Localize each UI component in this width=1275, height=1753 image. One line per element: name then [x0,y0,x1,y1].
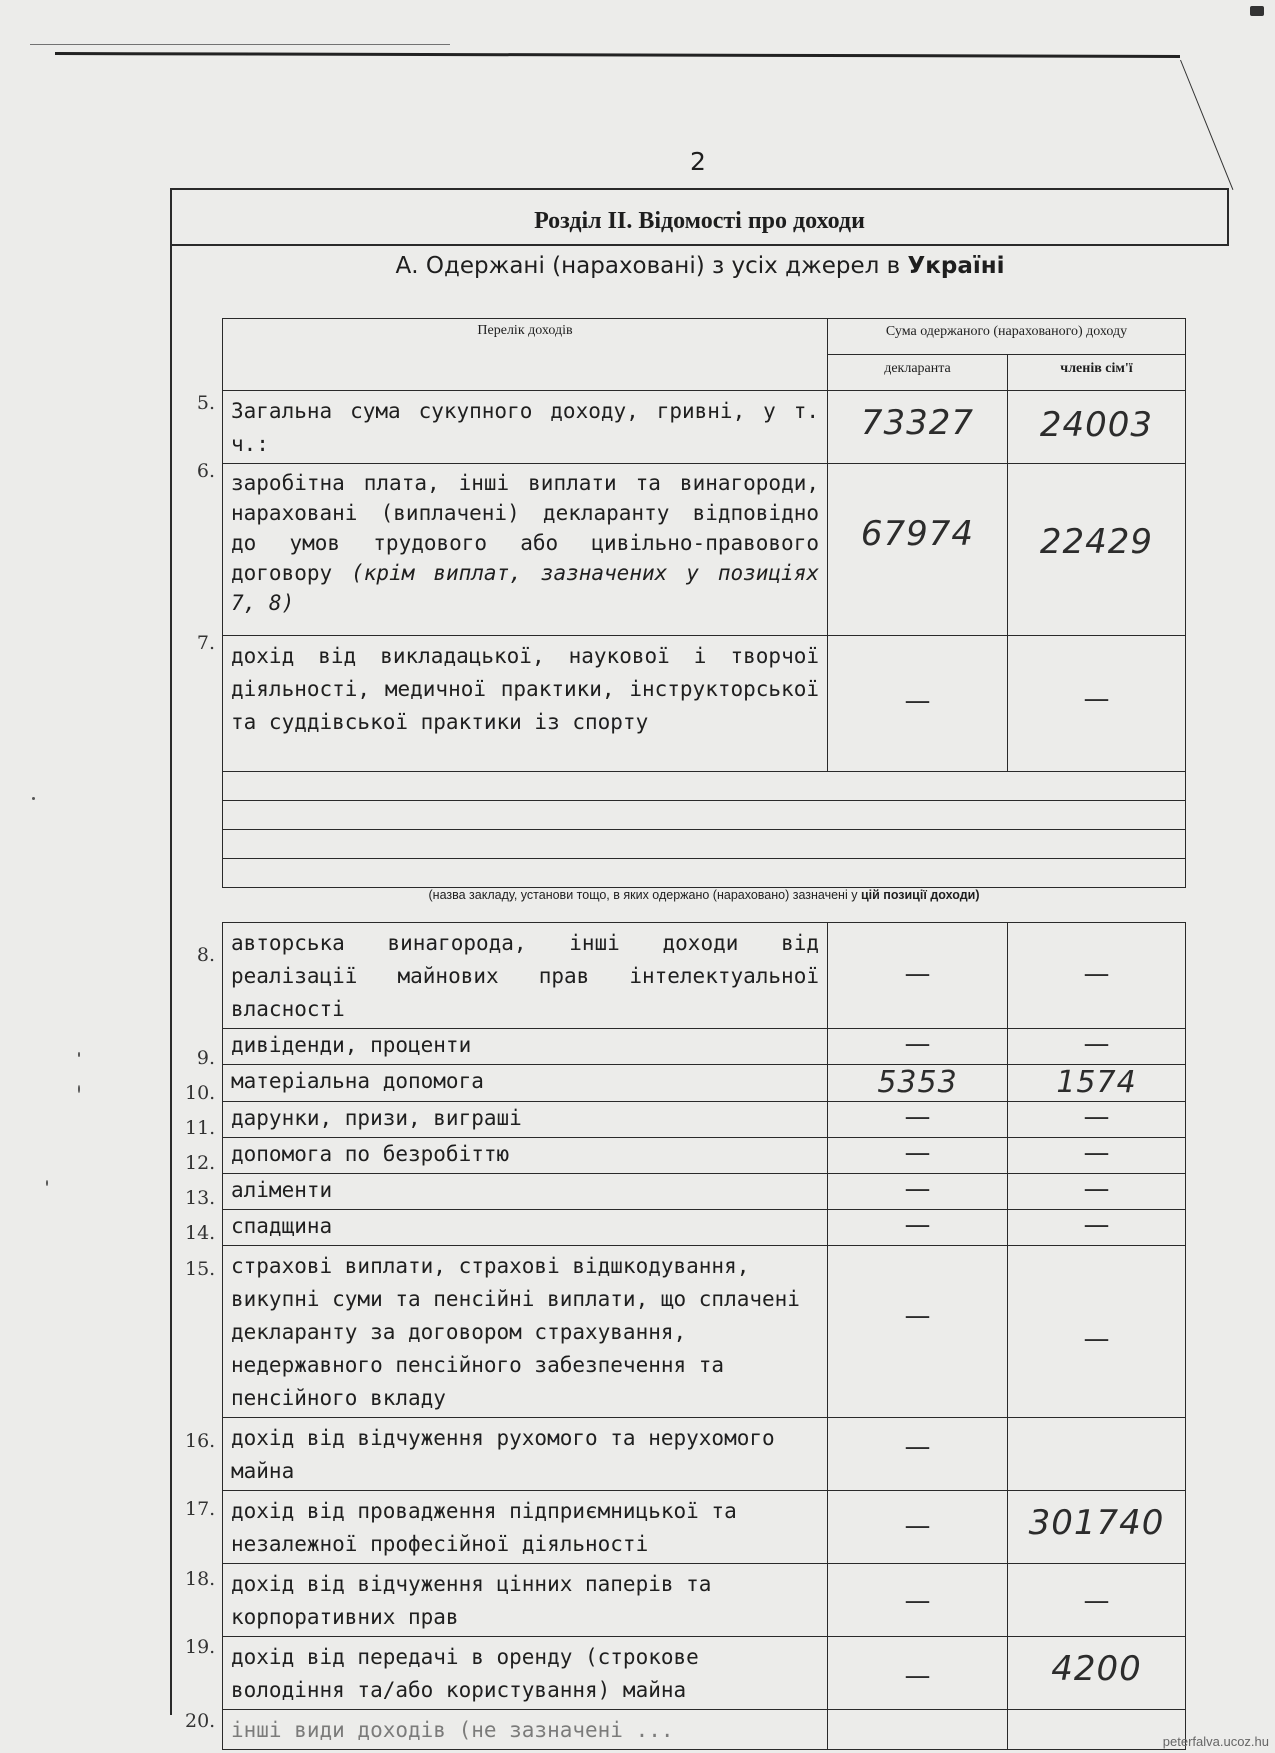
family-amount: — [1083,1174,1110,1204]
row-label: матеріальна допомога [231,1069,484,1093]
row-label: Загальна сума сукупного доходу, гривні, у т. ч.: [231,399,819,456]
family-amount: 301740 [1028,1503,1165,1543]
row-label-text: заробітна плата, інші виплати та винагороди, нараховані (виплачені) декларанту відповідно до умов трудового або цивільно-правового договору [231,471,819,585]
subsection-title-bold: Україні [907,253,1005,279]
row-label: дарунки, призи, виграші [231,1106,522,1130]
row-number: 9. [196,1047,215,1069]
scan-corner-fold [1180,60,1233,190]
row-number: 5. [196,392,215,414]
declarant-amount: — [904,1511,931,1541]
page-number: 2 [690,147,706,176]
row-number: 11. [185,1117,216,1139]
table-row [223,464,1186,636]
declarant-amount: — [904,1102,931,1132]
family-amount: — [1083,1102,1110,1132]
table-row [223,1637,1186,1710]
table-outer-border [170,240,172,1715]
table-row [223,1138,1186,1174]
section-header-box [170,188,1229,246]
scan-edge-line [55,52,1180,58]
institution-caption-text: (назва закладу, установи тощо, в яких одержано (нараховано) зазначені у [428,888,858,902]
column-header-list [223,319,828,391]
declarant-amount: — [904,1210,931,1240]
scan-speck [78,1052,80,1057]
declarant-amount: — [904,1586,931,1616]
table-row [223,636,1186,772]
declarant-amount: — [904,686,931,716]
row-number: 20. [185,1710,216,1732]
family-amount: 4200 [1051,1649,1142,1689]
column-header-family-text: членів сім'ї [1060,361,1133,376]
subsection-title [170,253,1230,279]
table-row [223,1246,1186,1418]
declarant-amount: 73327 [860,403,975,443]
column-header-list-text: Перелік доходів [477,323,573,338]
institution-line [223,801,1186,830]
row-number: 13. [185,1187,216,1209]
table-row [223,1102,1186,1138]
family-amount: — [1083,1210,1110,1240]
declarant-amount: — [904,1174,931,1204]
family-amount: 24003 [1039,405,1154,445]
table-row [223,1029,1186,1065]
row-number: 10. [185,1082,216,1104]
declarant-amount: — [904,1138,931,1168]
table-row [223,1710,1186,1750]
row-label: спадщина [231,1214,333,1238]
family-amount: — [1083,1029,1110,1059]
column-header-family [1008,355,1186,391]
table-row [223,1491,1186,1564]
family-amount: 1574 [1056,1065,1137,1100]
institution-line [223,859,1186,888]
family-amount: — [1083,1324,1110,1354]
row-number: 18. [185,1568,216,1590]
declarant-amount: — [904,959,931,989]
row-label [223,464,827,620]
scan-speck [46,1180,48,1186]
row-number: 17. [185,1498,216,1520]
column-header-declarant [828,355,1008,391]
table-row [223,1418,1186,1491]
column-header-declarant-text: декларанта [884,361,951,376]
column-header-amount [828,319,1186,355]
row-label: страхові виплати, страхові відшкодування, викупні суми та пенсійні виплати, що сплачені декларанту за договором страхування, недержавного пенсійного забезпечення та пенсійного вкладу [231,1254,800,1410]
institution-line [223,772,1186,801]
row-number: 8. [196,944,215,966]
row-number: 15. [185,1258,216,1280]
family-amount: — [1083,1586,1110,1616]
declarant-amount: — [904,1301,931,1331]
family-amount: 22429 [1039,522,1154,562]
income-table [222,318,1186,1750]
row-number: 6. [196,460,215,482]
family-amount: — [1083,959,1110,989]
watermark: peterfalva.ucoz.hu [1162,1734,1269,1749]
scan-speck [32,797,35,800]
institution-caption-bold: цій позиції доходи) [860,888,980,902]
family-amount: — [1083,1138,1110,1168]
row-label: дохід від відчуження рухомого та нерухомого майна [231,1426,775,1483]
row-label: авторська винагорода, інші доходи від реалізації майнових прав інтелектуальної власності [231,931,819,1021]
row-label-note: (крім виплат, зазначених у позиціях 7, 8) [231,561,819,615]
table-row [223,391,1186,464]
section-title: Розділ ІІ. Відомості про доходи [534,208,865,234]
declarant-amount: — [904,1661,931,1691]
row-label: дохід від провадження підприємницької та незалежної професійної діяльності [231,1499,737,1556]
institution-line [223,830,1186,859]
row-number: 7. [196,632,215,654]
row-number: 19. [185,1636,216,1658]
institution-caption [223,888,1186,923]
table-row [223,923,1186,1029]
table-row [223,1210,1186,1246]
row-label: дохід від відчуження цінних паперів та корпоративних прав [231,1572,712,1629]
row-label: інші види доходів (не зазначені ... [231,1718,674,1742]
declarant-amount: 5353 [877,1065,958,1100]
subsection-title-text: А. Одержані (нараховані) з усіх джерел в [395,253,901,279]
declarant-amount: 67974 [860,514,975,554]
scan-speck [78,1085,80,1093]
row-number: 14. [185,1222,216,1244]
row-label: дохід від викладацької, наукової і творчої діяльності, медичної практики, інструкторської та суддівської практики із спорту [231,644,819,734]
institution-caption-row [223,888,1186,923]
scan-speck [1250,6,1264,16]
row-label: аліменти [231,1178,333,1202]
table-row [223,1174,1186,1210]
row-number: 16. [185,1430,216,1452]
row-label: дохід від передачі в оренду (строкове володіння та/або користування) майна [231,1645,699,1702]
table-row [223,1564,1186,1637]
table-row [223,1065,1186,1102]
declarant-amount: — [904,1029,931,1059]
row-label: допомога по безробіттю [231,1142,510,1166]
column-header-amount-text: Сума одержаного (нарахованого) доходу [885,324,1128,339]
row-number: 12. [185,1152,216,1174]
row-label: дивіденди, проценти [231,1033,472,1057]
scan-edge-line [30,44,450,45]
declarant-amount: — [904,1432,931,1462]
family-amount: — [1083,684,1110,714]
